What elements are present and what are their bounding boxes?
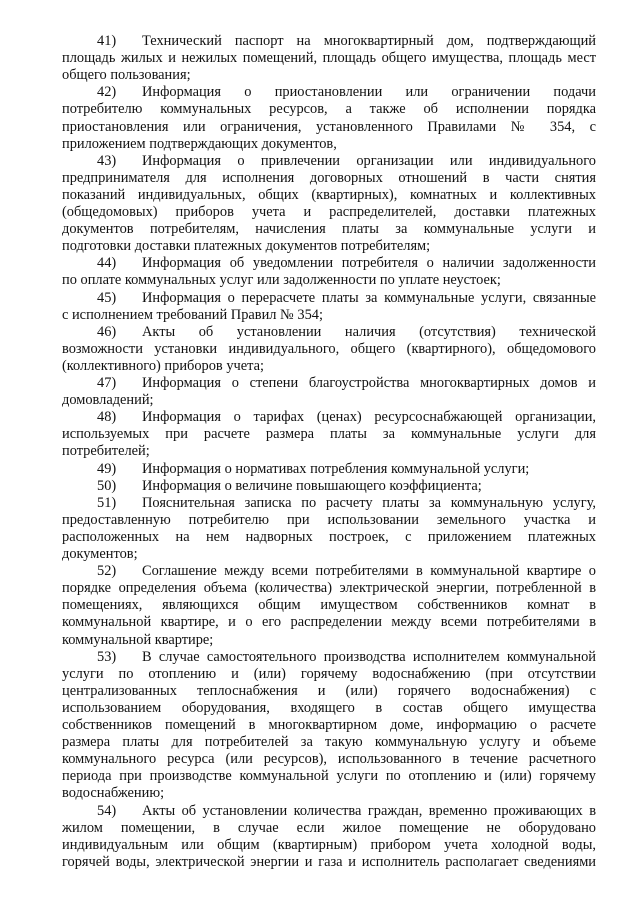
- item-first-line: [62, 563, 596, 580]
- item-text: Информация о тарифах (ценах) ресурсоснабжающей организации,: [142, 409, 596, 426]
- item-text: Соглашение между всеми потребителями в коммунальной квартире о: [142, 563, 596, 580]
- item-number: 51): [97, 494, 117, 511]
- item-continuation-line: подготовки доставки платежных документов потребителям;: [62, 238, 431, 255]
- item-continuation-line: потребителю коммунальных ресурсов, а также об исполнении порядка: [62, 101, 596, 118]
- item-continuation-line: коммунального ресурса (или ресурсов), использованного в течение расчетного: [62, 751, 596, 768]
- item-continuation-line: площадь жилых и нежилых помещений, площадь общего имущества, площадь мест: [62, 50, 596, 67]
- item-first-line: [62, 375, 596, 392]
- item-text: В случае самостоятельного производства исполнителем коммунальной: [142, 648, 596, 665]
- item-continuation-line: приостановления или ограничения, установленного Правилами № 354, с: [62, 118, 596, 135]
- item-text: Информация о перерасчете платы за коммунальные услуги, связанные: [142, 289, 596, 306]
- item-continuation-line: использованием оборудования, входящего в состав общего имущества: [62, 699, 596, 716]
- item-text: Информация о нормативах потребления коммунальной услуги;: [142, 460, 530, 477]
- item-number: 44): [97, 255, 117, 272]
- item-continuation-line: используемых при расчете размера платы за коммунальные услуги для: [62, 426, 596, 443]
- item-continuation-line: собственников помещений в многоквартирном доме, информацию о расчете: [62, 717, 596, 733]
- item-number: 48): [97, 409, 117, 426]
- item-continuation-line: коммунальной квартире;: [62, 631, 214, 648]
- item-number: 52): [97, 563, 117, 580]
- item-text: Пояснительная записка по расчету платы за коммунальную услугу,: [142, 494, 596, 511]
- item-first-line: [62, 649, 596, 666]
- item-first-line: [62, 33, 596, 50]
- item-number: 42): [97, 84, 117, 101]
- item-text: Информация о приостановлении или ограничении подачи: [142, 84, 596, 101]
- item-continuation-line: расположенных на нем надворных построек, с приложением платежных: [62, 528, 596, 545]
- item-continuation-line: общего пользования;: [62, 67, 191, 84]
- item-continuation-line: водоснабжению;: [62, 785, 165, 802]
- item-continuation-line: (общедомовых) приборов учета и распределителей, доставки платежных: [62, 204, 596, 220]
- item-continuation-line: домовладений;: [62, 392, 154, 409]
- item-continuation-line: документов;: [62, 546, 138, 562]
- item-number: 45): [97, 289, 117, 306]
- item-text: Акты об установлении количества граждан, временно проживающих в: [142, 802, 596, 819]
- item-number: 49): [97, 460, 117, 477]
- item-continuation-line: периода при производстве коммунальной услуги по отоплению и (или) горячему: [62, 768, 596, 785]
- item-text: Информация об уведомлении потребителя о наличии задолженности: [142, 255, 596, 272]
- item-continuation-line: размера платы для потребителей за такую коммунальную услугу и объеме: [62, 734, 596, 751]
- item-first-line: [62, 409, 596, 426]
- item-continuation-line: коммунальной квартире, и о его распределении между всеми потребителями в: [62, 614, 596, 631]
- item-number: 41): [97, 33, 117, 49]
- item-first-line: [62, 255, 596, 272]
- item-continuation-line: документов потребителям, начисления платы за коммунальные услуги и: [62, 221, 596, 238]
- item-continuation-line: порядке определения объема (количества) электрической энергии, потребленной в: [62, 580, 596, 597]
- item-continuation-line: горячей воды, электрической энергии и газа и исполнитель располагает сведениями: [62, 853, 596, 870]
- item-continuation-line: с исполнением требований Правил № 354;: [62, 306, 323, 323]
- item-first-line: [62, 324, 596, 341]
- item-continuation-line: помещениях, являющихся общим имуществом собственников комнат в: [62, 597, 596, 614]
- item-continuation-line: предпринимателя для исполнения договорных отношений в части снятия: [62, 169, 596, 186]
- item-first-line: [62, 495, 596, 512]
- item-number: 47): [97, 375, 117, 391]
- item-continuation-line: индивидуальным или общим (квартирным) прибором учета холодной воды,: [62, 836, 596, 853]
- item-first-line: [62, 290, 596, 307]
- item-continuation-line: (коллективного) приборов учета;: [62, 357, 264, 374]
- item-number: 53): [97, 648, 117, 665]
- item-first-line: [62, 803, 596, 820]
- item-first-line: [62, 84, 596, 101]
- item-text: Информация о величине повышающего коэффициента;: [142, 477, 482, 494]
- item-continuation-line: услуги по отоплению и (или) горячему водоснабжению (при отсутствии: [62, 665, 596, 682]
- item-first-line: [62, 153, 596, 170]
- item-continuation-line: жилом помещении, в случае если жилое помещение не оборудовано: [62, 819, 596, 836]
- item-text: Акты об установлении наличия (отсутствия) технической: [142, 323, 596, 340]
- item-continuation-line: централизованных теплоснабжения и (или) горячего водоснабжения) с: [62, 682, 596, 699]
- item-continuation-line: предоставленную потребителю при использовании земельного участка и: [62, 511, 596, 528]
- item-first-line: [62, 461, 596, 478]
- item-text: Информация о привлечении организации или индивидуального: [142, 152, 596, 169]
- item-text: Технический паспорт на многоквартирный дом, подтверждающий: [142, 33, 596, 49]
- item-continuation-line: возможности установки индивидуального, общего (квартирного), общедомового: [62, 340, 596, 357]
- item-number: 50): [97, 477, 117, 494]
- item-continuation-line: потребителей;: [62, 443, 150, 460]
- item-number: 46): [97, 323, 117, 340]
- item-text: Информация о степени благоустройства многоквартирных домов и: [142, 375, 596, 391]
- item-number: 54): [97, 802, 117, 819]
- item-continuation-line: приложением подтверждающих документов,: [62, 135, 337, 152]
- item-continuation-line: показаний индивидуальных, общих (квартирных), комнатных и коллективных: [62, 186, 596, 203]
- item-continuation-line: по оплате коммунальных услуг или задолженности по уплате неустоек;: [62, 272, 501, 289]
- item-first-line: [62, 478, 596, 495]
- item-number: 43): [97, 152, 117, 169]
